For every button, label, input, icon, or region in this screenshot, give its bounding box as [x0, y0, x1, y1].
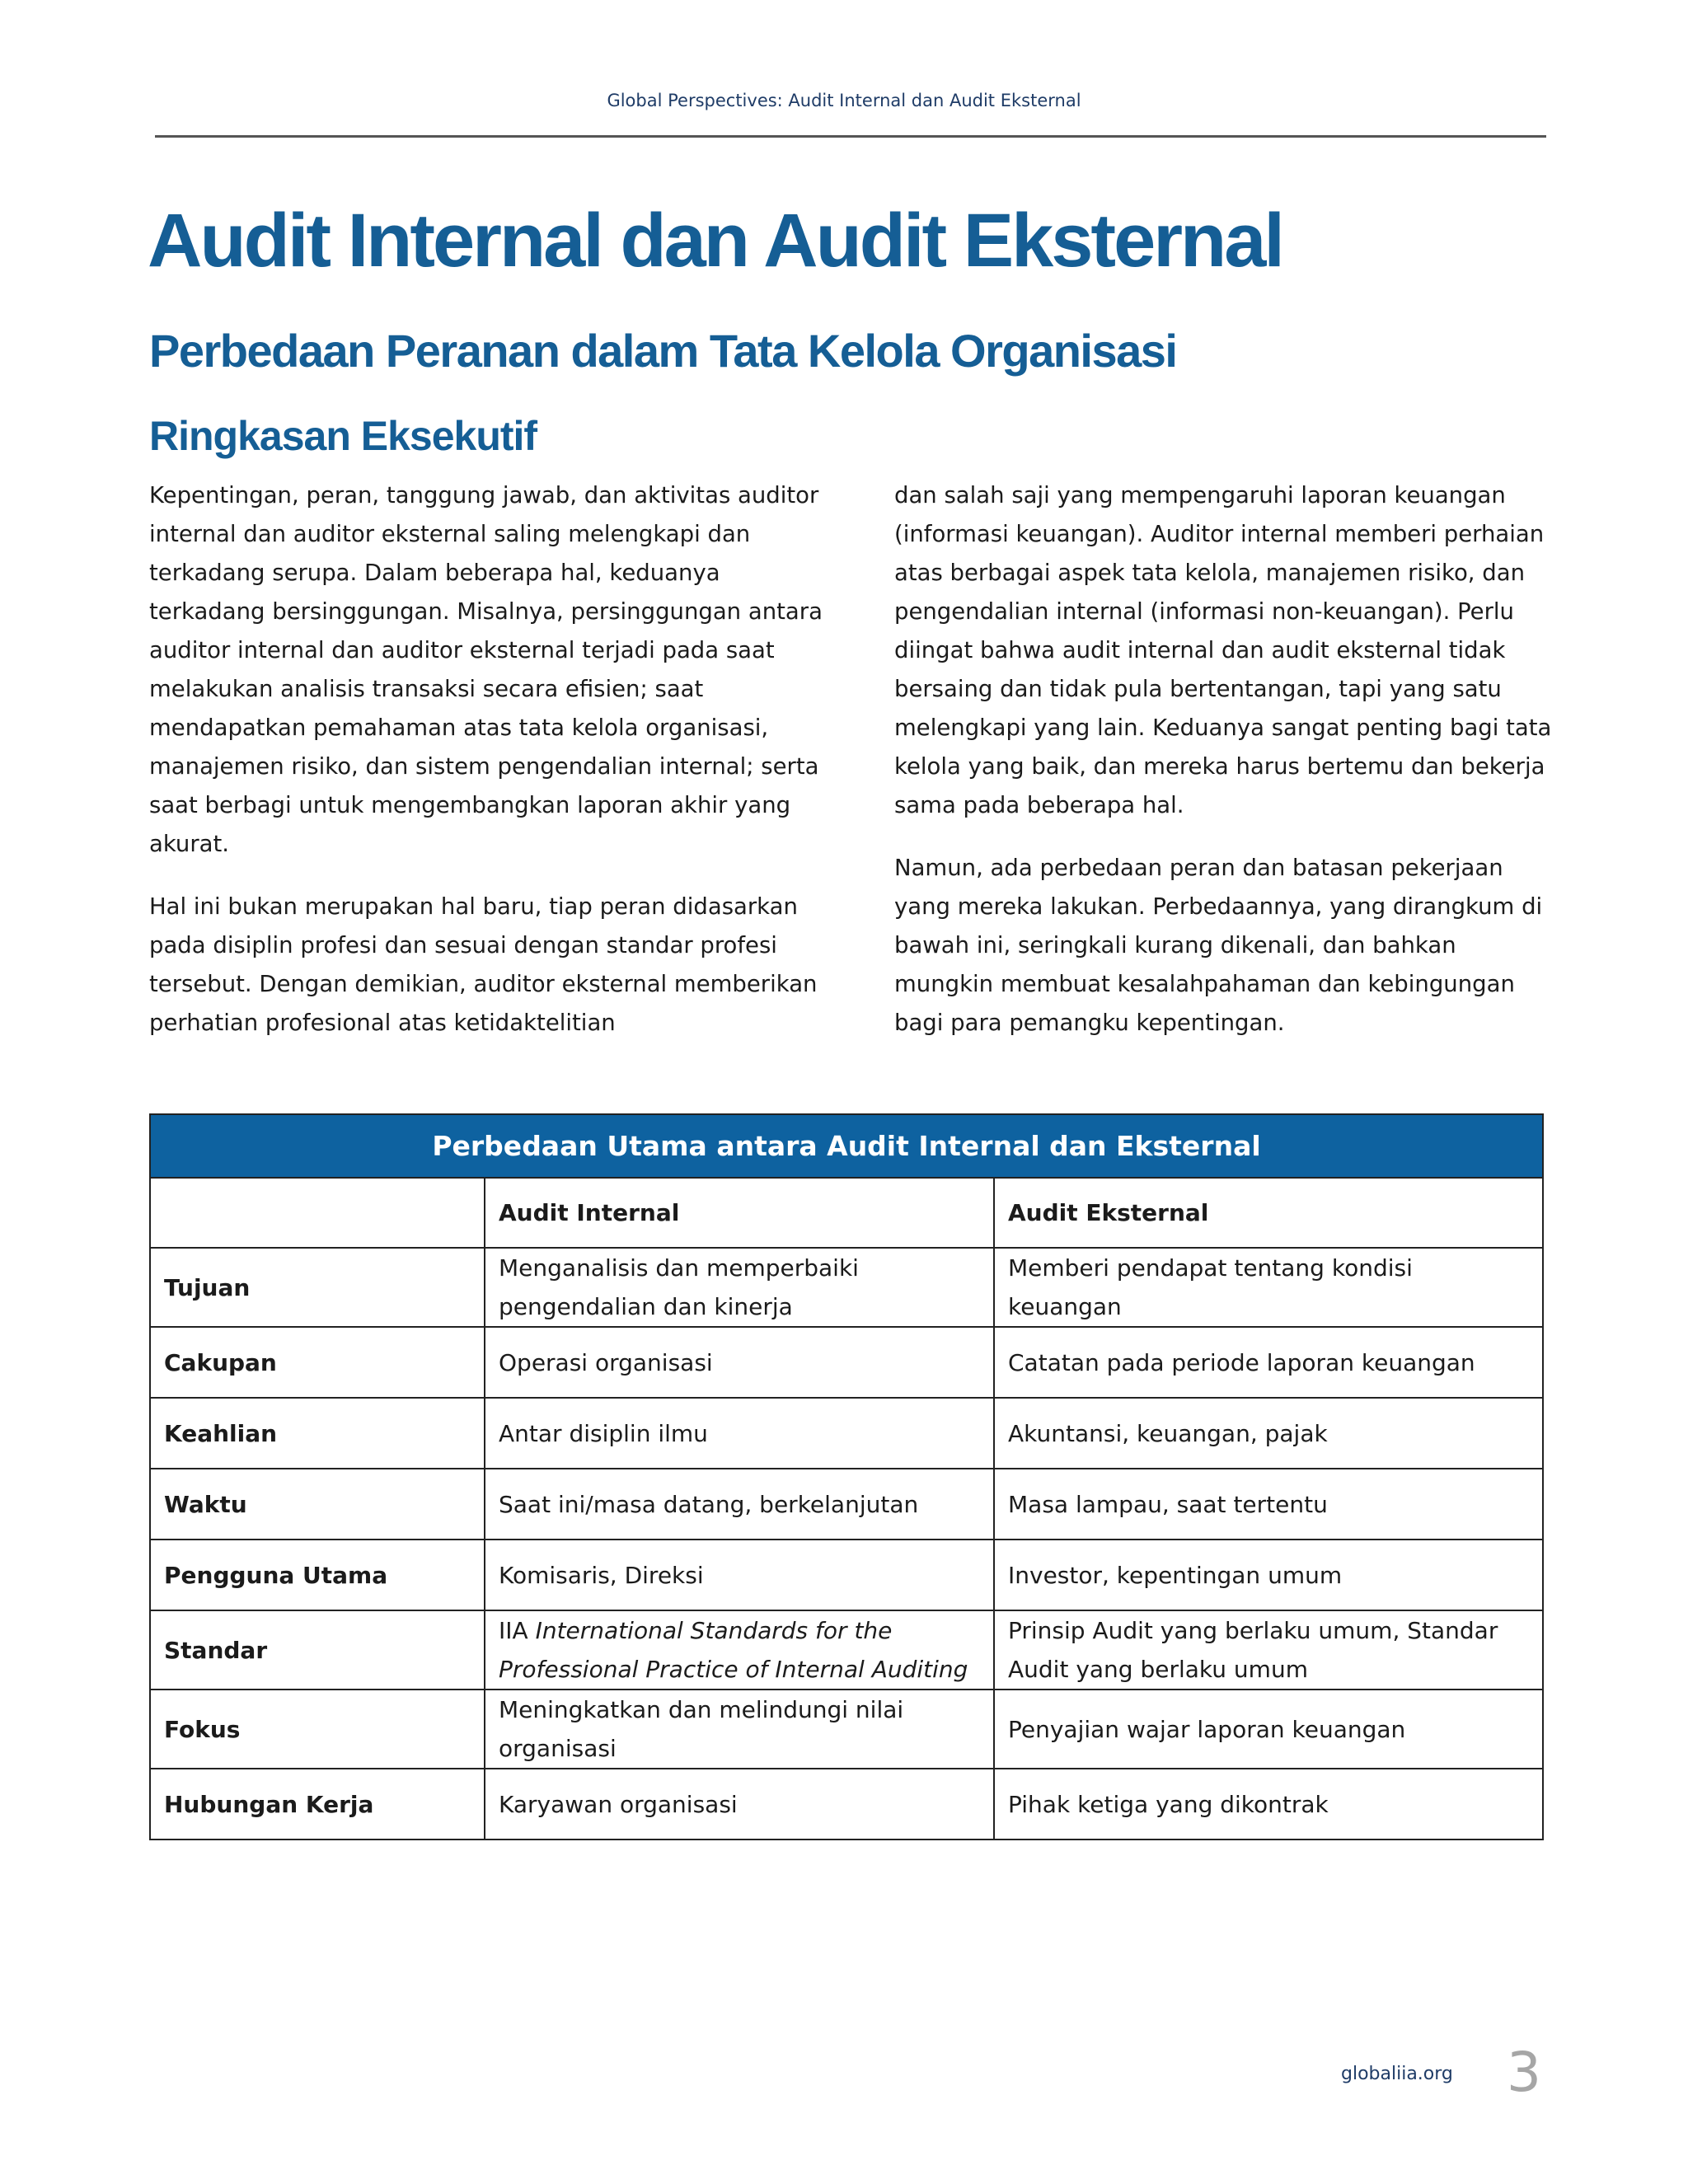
internal-cell: Saat ini/masa datang, berkelanjutan — [485, 1469, 994, 1540]
external-cell: Prinsip Audit yang berlaku umum, Standar Audit yang berlaku umum — [994, 1610, 1543, 1690]
row-label: Cakupan — [150, 1327, 485, 1398]
page-number: 3 — [1507, 2041, 1541, 2104]
running-header: Global Perspectives: Audit Internal dan Audit Eksternal — [607, 91, 1081, 110]
table-row — [150, 1540, 1543, 1610]
external-cell: Memberi pendapat tentang kondisi keuangan — [994, 1248, 1543, 1327]
external-cell: Penyajian wajar laporan keuangan — [994, 1690, 1543, 1769]
body-paragraph: Hal ini bukan merupakan hal baru, tiap peran didasarkan pada disiplin profesi dan sesuai dengan standar profesi tersebut. Dengan demikian, auditor eksternal memberikan perhatian profesional atas ketidaktelitian — [149, 893, 818, 1036]
row-label: Pengguna Utama — [150, 1540, 485, 1610]
internal-cell: Menganalisis dan memperbaiki pengendalian dan kinerja — [485, 1248, 994, 1327]
row-label: Waktu — [150, 1469, 485, 1540]
internal-cell: Meningkatkan dan melindungi nilai organisasi — [485, 1690, 994, 1769]
table-row — [150, 1327, 1543, 1398]
body-paragraph: Kepentingan, peran, tanggung jawab, dan aktivitas auditor internal dan auditor eksternal saling melengkapi dan terkadang serupa. Dalam beberapa hal, keduanya terkadang bersinggungan. Misalnya, persinggungan antara auditor internal dan auditor eksternal terjadi pada saat melakukan analisis transaksi secara efisien; saat mendapatkan pemahaman atas tata kelola organisasi, manajemen risiko, dan sistem pengendalian internal; serta saat berbagi untuk mengembangkan laporan akhir yang akurat. — [149, 482, 823, 857]
external-cell: Investor, kepentingan umum — [994, 1540, 1543, 1610]
comparison-table-wrapper — [149, 1113, 1542, 1840]
table-row — [150, 1398, 1543, 1469]
table-row — [150, 1248, 1543, 1327]
comparison-table — [149, 1113, 1544, 1840]
internal-cell: Operasi organisasi — [485, 1327, 994, 1398]
body-paragraph: dan salah saji yang mempengaruhi laporan keuangan (informasi keuangan). Auditor internal memberi perhaian atas berbagai aspek tata kelola, manajemen risiko, dan pengendalian internal (informasi non-keuangan). Perlu diingat bahwa audit internal dan audit eksternal tidak bersaing dan tidak pula bertentangan, tapi yang satu melengkapi yang lain. Keduanya sangat penting bagi tata kelola yang baik, dan mereka harus bertemu dan bekerja sama pada beberapa hal. — [894, 482, 1552, 818]
row-label: Fokus — [150, 1690, 485, 1769]
section-heading: Ringkasan Eksekutif — [149, 413, 537, 459]
table-header-external: Audit Eksternal — [994, 1178, 1543, 1248]
internal-cell: Komisaris, Direksi — [485, 1540, 994, 1610]
row-label: Keahlian — [150, 1398, 485, 1469]
table-row — [150, 1769, 1543, 1840]
table-header-empty — [150, 1178, 485, 1248]
standard-prefix: IIA — [499, 1617, 536, 1644]
body-column-right — [894, 476, 1562, 1066]
standard-title: International Standards for the Professional Practice of Internal Auditing — [499, 1617, 968, 1683]
footer-site-link[interactable]: globaliia.org — [1341, 2064, 1453, 2084]
table-header-internal: Audit Internal — [485, 1178, 994, 1248]
external-cell: Catatan pada periode laporan keuangan — [994, 1327, 1543, 1398]
row-label: Hubungan Kerja — [150, 1769, 485, 1840]
table-row — [150, 1469, 1543, 1540]
body-paragraph: Namun, ada perbedaan peran dan batasan pekerjaan yang mereka lakukan. Perbedaannya, yang dirangkum di bawah ini, seringkali kurang dikenali, dan bahkan mungkin membuat kesalahpahaman dan kebingungan bagi para pemangku kepentingan. — [894, 855, 1543, 1036]
internal-cell: Karyawan organisasi — [485, 1769, 994, 1840]
external-cell: Masa lampau, saat tertentu — [994, 1469, 1543, 1540]
table-row — [150, 1610, 1543, 1690]
external-cell: Akuntansi, keuangan, pajak — [994, 1398, 1543, 1469]
page-subtitle: Perbedaan Peranan dalam Tata Kelola Organisasi — [149, 325, 1177, 377]
header-divider — [155, 135, 1546, 138]
external-cell: Pihak ketiga yang dikontrak — [994, 1769, 1543, 1840]
row-label: Standar — [150, 1610, 485, 1690]
table-row — [150, 1690, 1543, 1769]
table-caption: Perbedaan Utama antara Audit Internal dan Eksternal — [150, 1114, 1543, 1178]
body-column-left — [149, 476, 833, 1066]
internal-cell: Antar disiplin ilmu — [485, 1398, 994, 1469]
row-label: Tujuan — [150, 1248, 485, 1327]
internal-cell — [485, 1610, 994, 1690]
page-title: Audit Internal dan Audit Eksternal — [148, 199, 1282, 283]
